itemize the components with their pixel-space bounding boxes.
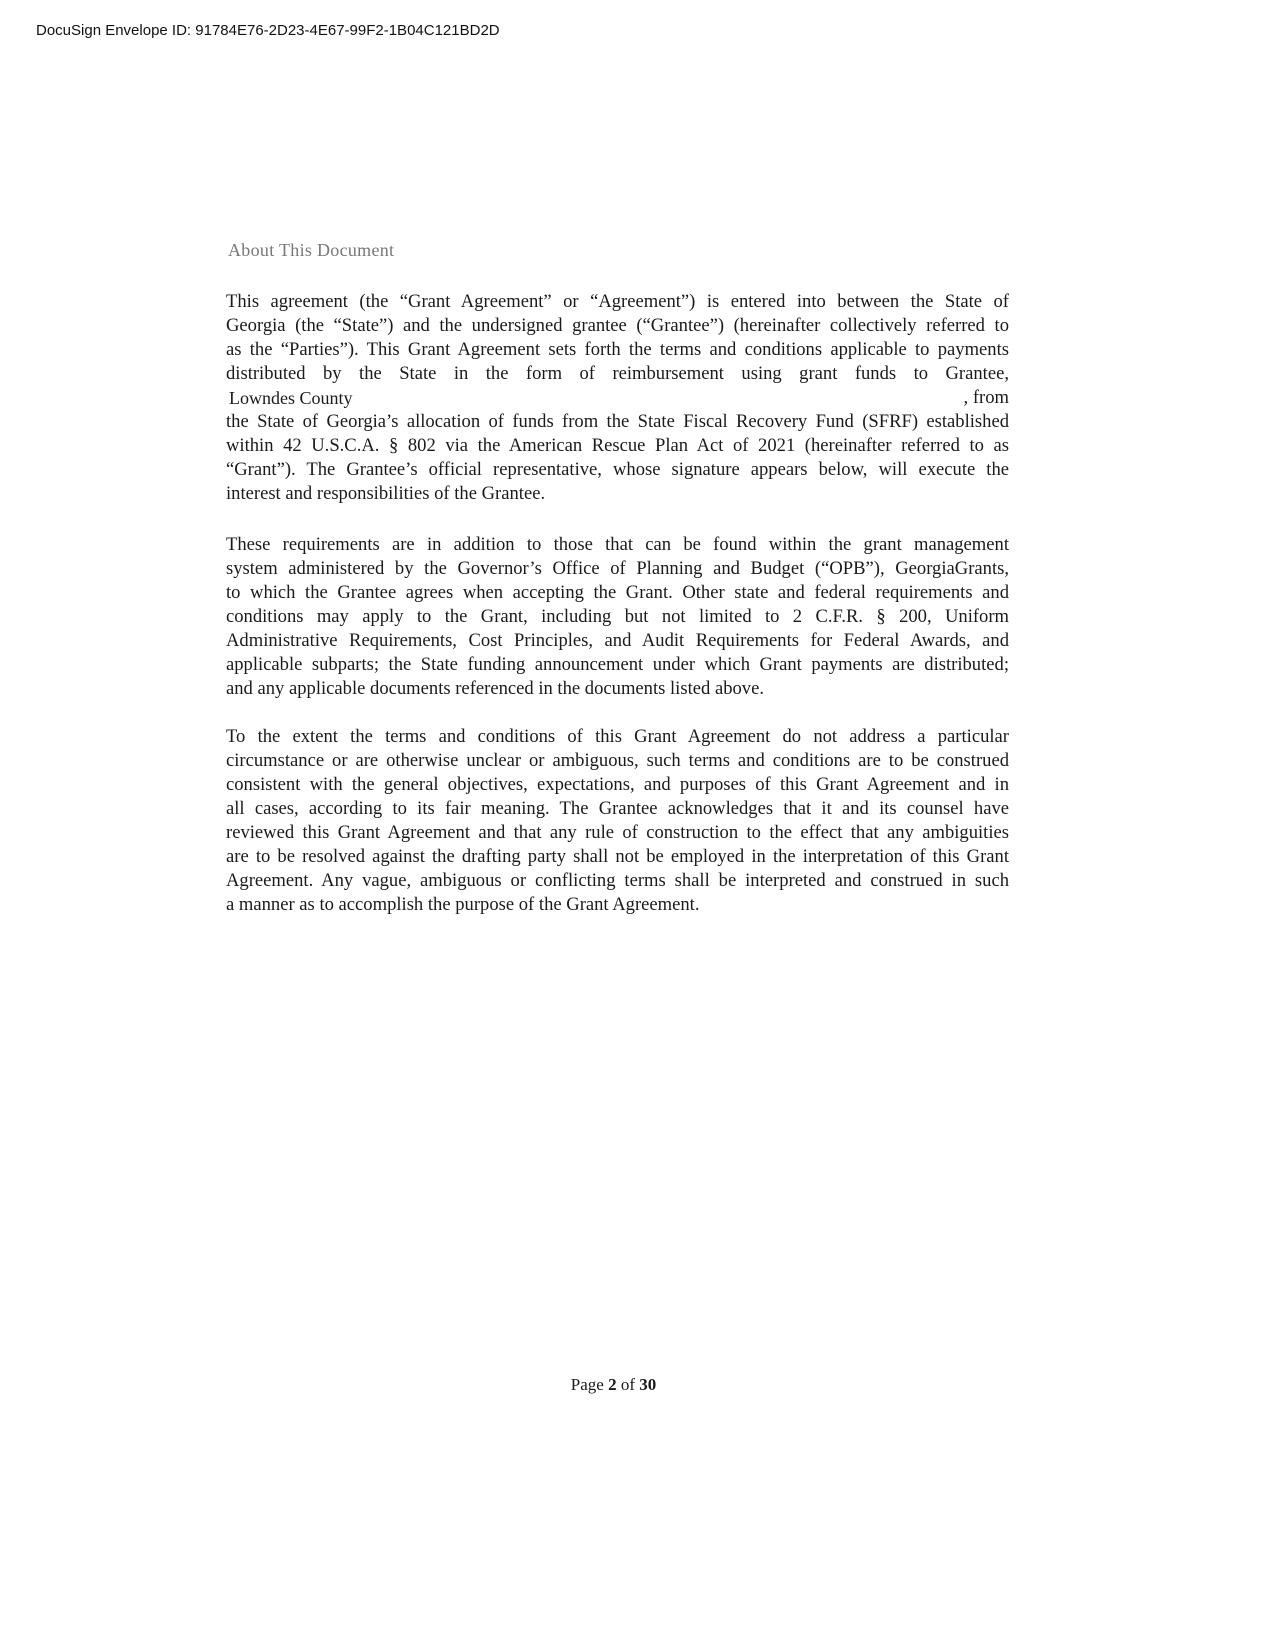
text-line: system administered by the Governor’s Office of Planning and Budget (“OPB”), GeorgiaGrants, bbox=[226, 558, 1009, 579]
text-line: Georgia (the “State”) and the undersigned grantee (“Grantee”) (hereinafter collectively referred to bbox=[226, 315, 1009, 336]
text-line: Administrative Requirements, Cost Principles, and Audit Requirements for Federal Awards, and bbox=[226, 630, 1009, 651]
text-line: “Grant”). The Grantee’s official representative, whose signature appears below, will execute the bbox=[226, 459, 1009, 480]
text-line: the State of Georgia’s allocation of funds from the State Fiscal Recovery Fund (SFRF) established bbox=[226, 411, 1009, 432]
text-line: These requirements are in addition to those that can be found within the grant management bbox=[226, 534, 1009, 555]
text-line: all cases, according to its fair meaning. The Grantee acknowledges that it and its counsel have bbox=[226, 798, 1009, 819]
text-line: circumstance or are otherwise unclear or ambiguous, such terms and conditions are to be construed bbox=[226, 750, 1009, 771]
text-line: and any applicable documents referenced in the documents listed above. bbox=[226, 678, 764, 699]
page-label: Page bbox=[570, 1375, 609, 1394]
text-line: consistent with the general objectives, expectations, and purposes of this Grant Agreement and in bbox=[226, 774, 1009, 795]
current-page: 2 bbox=[608, 1375, 617, 1394]
page-number bbox=[0, 1375, 1227, 1395]
text-line: distributed by the State in the form of reimbursement using grant funds to Grantee, bbox=[226, 363, 1009, 384]
grantee-line bbox=[226, 386, 1009, 410]
grantee-suffix: , from bbox=[963, 387, 1009, 408]
text-line: applicable subparts; the State funding announcement under which Grant payments are distributed; bbox=[226, 654, 1009, 675]
paragraph-agreement bbox=[226, 290, 1009, 506]
text-line: reviewed this Grant Agreement and that any rule of construction to the effect that any ambiguities bbox=[226, 822, 1009, 843]
text-line: as the “Parties”). This Grant Agreement sets forth the terms and conditions applicable to payments bbox=[226, 339, 1009, 360]
envelope-id: DocuSign Envelope ID: 91784E76-2D23-4E67-99F2-1B04C121BD2D bbox=[36, 22, 500, 39]
paragraph-interpretation bbox=[226, 725, 1009, 917]
text-line: Agreement. Any vague, ambiguous or conflicting terms shall be interpreted and construed in such bbox=[226, 870, 1009, 891]
total-pages: 30 bbox=[639, 1375, 657, 1394]
section-heading: About This Document bbox=[228, 240, 395, 260]
text-line: conditions may apply to the Grant, including but not limited to 2 C.F.R. § 200, Uniform bbox=[226, 606, 1009, 627]
text-line: within 42 U.S.C.A. § 802 via the American Rescue Plan Act of 2021 (hereinafter referred to as bbox=[226, 435, 1009, 456]
text-line: are to be resolved against the drafting party shall not be employed in the interpretation of this Grant bbox=[226, 846, 1009, 867]
text-line: interest and responsibilities of the Grantee. bbox=[226, 483, 546, 504]
text-line: to which the Grantee agrees when accepting the Grant. Other state and federal requirements and bbox=[226, 582, 1009, 603]
text-line: a manner as to accomplish the purpose of the Grant Agreement. bbox=[226, 894, 700, 915]
text-line: To the extent the terms and conditions of this Grant Agreement do not address a particular bbox=[226, 726, 1009, 747]
grantee-name-field: Lowndes County bbox=[229, 388, 353, 408]
text-line: This agreement (the “Grant Agreement” or “Agreement”) is entered into between the State of bbox=[226, 291, 1009, 312]
paragraph-requirements bbox=[226, 533, 1009, 701]
page-of: of bbox=[616, 1375, 640, 1394]
